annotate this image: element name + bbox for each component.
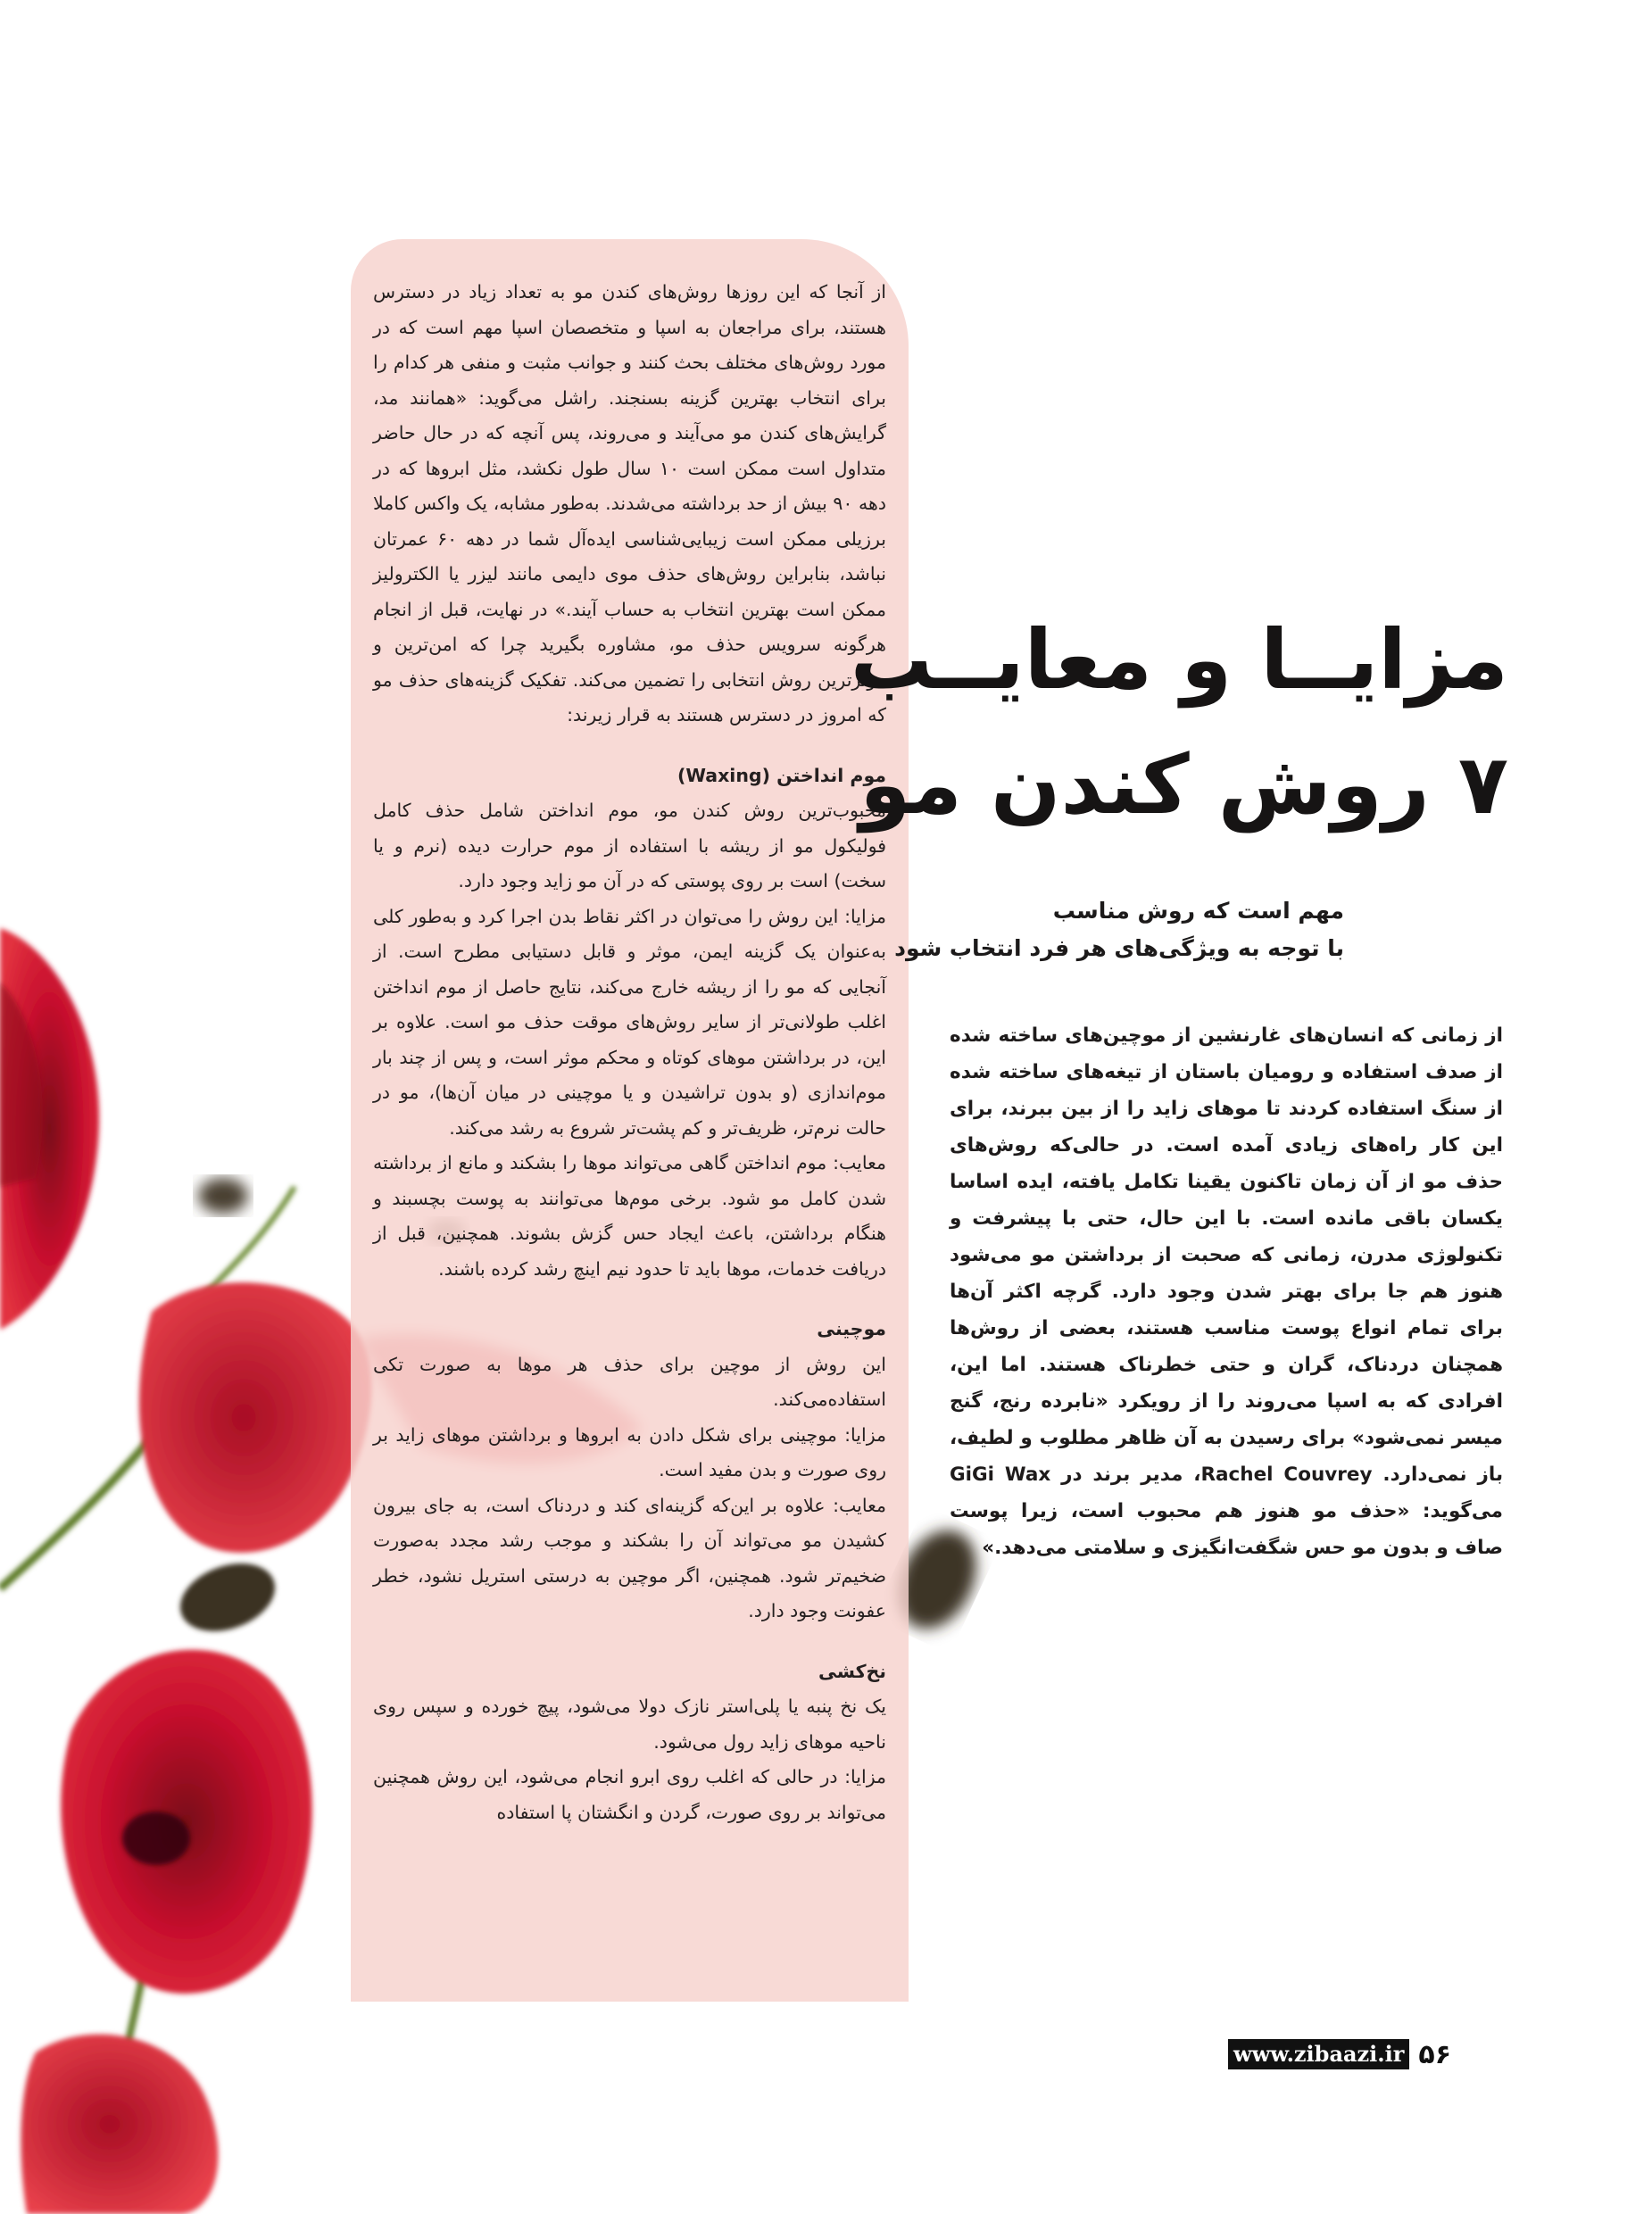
waxing-pros: مزایا: این روش را می‌توان در اکثر نقاط بدن اجرا کرد و به‌طور کلی به‌عنوان یک گزینه ایمن، موثر و قابل دستیابی مطرح است. از آنجایی که مو را از ریشه خارج می‌کند، نتایج حاصل از موم انداختن اغلب طولانی‌تر از سایر روش‌های موقت حذف مو است. علاوه بر این، در برداشتن موهای کوتاه و محکم موثر است، و پس از چند بار موم‌اندازی (و بدون تراشیدن و یا موچینی در میان آن‌ها)، مو در حالت نرم‌تر، ظریف‌تر و کم پشت‌تر شروع به رشد می‌کند. [373, 905, 886, 1139]
article-intro [950, 1017, 1503, 1566]
threading-description: یک نخ پنبه یا پلی‌استر نازک دولا می‌شود، پیچ خورده و سپس روی ناحیه موهای زاید رول می‌شود. [373, 1696, 886, 1753]
article-body-column [373, 275, 886, 1830]
tweezing-cons: معایب: علاوه بر این‌که گزینه‌ای کند و دردناک است، به جای بیرون کشیدن مو می‌تواند آن را بشکند و موجب رشد مجدد به‌صورت ضخیم‌تر شود. همچنین، اگر موچین به درستی استریل نشود، خطر عفونت وجود دارد. [373, 1494, 886, 1621]
waxing-cons: معایب: موم انداختن گاهی می‌تواند موها را بشکند و مانع از برداشته شدن کامل مو شود. برخی موم‌ها می‌توانند به پوست بچسبند و هنگام برداشتن، باعث ایجاد حس گزش بشوند. همچنین، قبل از دریافت خدمات، موها باید تا حدود نیم اینچ رشد کرده باشند. [373, 1152, 886, 1280]
intro-paragraph: از زمانی که انسان‌های غارنشین از موچین‌های ساخته شده از صدف استفاده و رومیان باستان از تیغه‌های ساخته شده از سنگ استفاده کردند تا موهای زاید را از بین ببرند، برای این کار راه‌های زیادی آمده است. در حالی‌که روش‌های حذف مو از آن زمان تاکنون یقینا تکامل یافته، ایده اساسا یکسان باقی مانده است. با این حال، حتی با پیشرفت و تکنولوژی مدرن، زمانی که صحبت از برداشتن مو می‌شود هنوز هم جا برای بهتر شدن وجود دارد. گرچه اکثر آن‌ها برای تمام انواع پوست مناسب هستند، بعضی از روش‌ها همچنان دردناک، گران و حتی خطرناک هستند. اما این، افرادی که به اسپا می‌روند را از رویکرد «نابرده رنج، گنج میسر نمی‌شود» برای رسیدن به آن ظاهر مطلوب و لطیف، باز نمی‌دارد. Rachel Couvrey، مدیر برند در GiGi Wax می‌گوید: «حذف مو هنوز هم محبوب است، زیرا پوست صاف و بدون مو حس شگفت‌انگیزی و سلامتی می‌دهد.» [950, 1024, 1504, 1559]
article-subtitle [894, 892, 1344, 967]
threading-pros: مزایا: در حالی که اغلب روی ابرو انجام می‌شود، این روش همچنین می‌تواند بر روی صورت، گردن و انگشتان پا استفاده [373, 1766, 886, 1823]
page-footer [1228, 2036, 1451, 2072]
threading-heading: نخ‌کشی [818, 1660, 886, 1682]
article-title-line-1: مزایــا و معایــب [850, 612, 1508, 708]
page-number: ۵۶ [1418, 2038, 1452, 2070]
waxing-description: محبوب‌ترین روش کندن مو، موم انداختن شامل حذف کامل فولیکول مو از ریشه با استفاده از موم حرارت دیده (نرم و یا سخت) است بر روی پوستی که در آن مو زاید وجود دارد. [373, 800, 886, 891]
tweezing-pros: مزایا: موچینی برای شکل دادن به ابروها و برداشتن موهای زاید بر روی صورت و بدن مفید است. [373, 1423, 886, 1480]
article-title [850, 598, 1508, 848]
article-title-line-2: ۷ روش کندن مو [859, 737, 1508, 833]
lead-paragraph: از آنجا که این روزها روش‌های کندن مو به تعداد زیاد در دسترس هستند، برای مراجعان به اسپا و متخصصان اسپا مهم است که در مورد روش‌های مختلف بحث کنند و جوانب مثبت و منفی هر کدام را برای انتخاب بهترین گزینه بسنجند. راشل می‌گوید: «همانند مد، گرایش‌های کندن مو می‌آیند و می‌روند، پس آنچه که در حال حاضر متداول است ممکن است ۱۰ سال طول نکشد، مثل ابروها که در دهه ۹۰ بیش از حد برداشته می‌شدند. به‌طور مشابه، یک واکس کاملا برزیلی ممکن است زیبایی‌شناسی ایده‌آل شما در دهه ۶۰ عمرتان نباشد، بنابراین روش‌های حذف موی دایمی مانند لیزر یا الکترولیز ممکن است بهترین انتخاب به حساب آیند.» در نهایت، قبل از انجام هرگونه سرویس حذف مو، مشاوره بگیرید چرا که امن‌ترین و موثرترین روش انتخابی را تضمین می‌کند. تفکیک گزینه‌های حذف مو که امروز در دسترس هستند به قرار زیرند: [373, 281, 886, 726]
website-link[interactable]: www.zibaazi.ir [1228, 2039, 1409, 2069]
tweezing-description: این روش از موچین برای حذف هر موها به صورت تکی استفاده‌می‌کند. [373, 1353, 886, 1410]
tweezing-heading: موچینی [817, 1318, 886, 1339]
article-subtitle-line-1: مهم است که روش مناسب [1052, 898, 1344, 924]
waxing-heading: موم انداختن (Waxing) [677, 764, 886, 786]
article-subtitle-line-2: با توجه به ویژگی‌های هر فرد انتخاب شود [894, 935, 1344, 961]
